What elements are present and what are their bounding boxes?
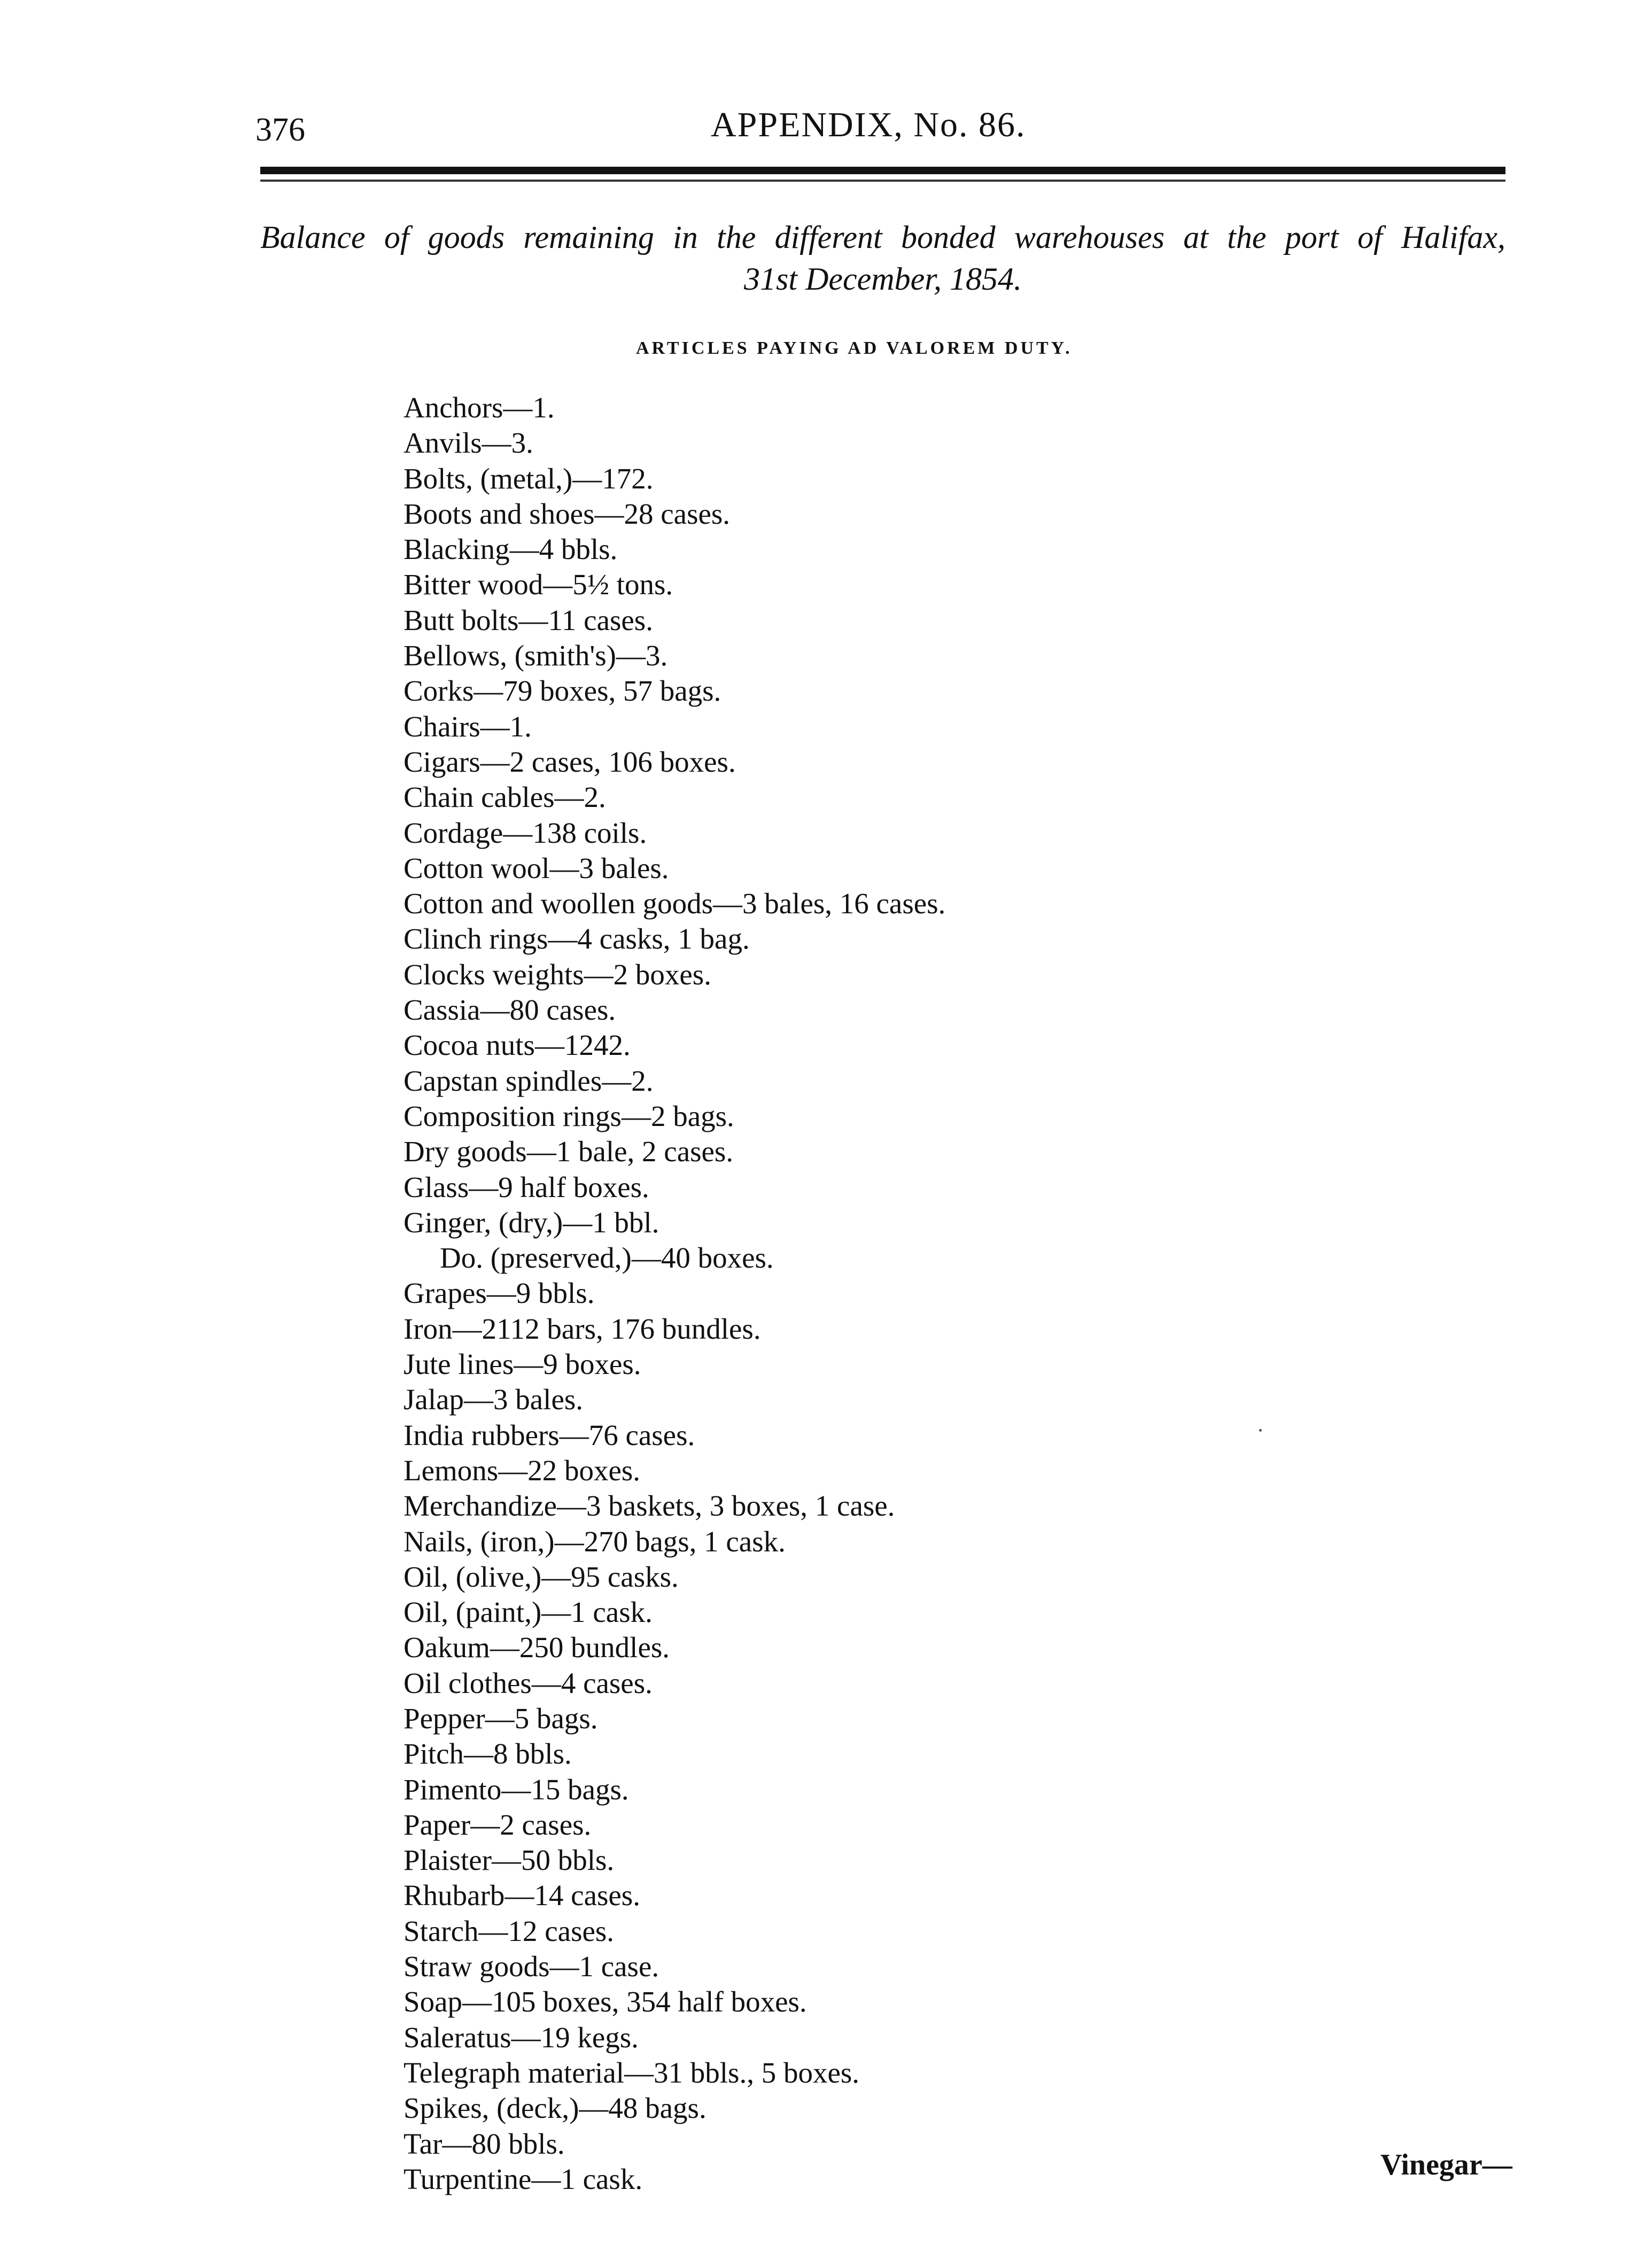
list-item: Butt bolts—11 cases.: [403, 603, 653, 636]
list-item: Cordage—138 coils.: [403, 816, 647, 849]
list-item: Pimento—15 bags.: [403, 1773, 629, 1806]
list-item: Turpentine—1 cask.: [403, 2162, 643, 2195]
list-item: Paper—2 cases.: [403, 1808, 592, 1841]
list-item: Oakum—250 bundles.: [403, 1631, 670, 1664]
list-item: Capstan spindles—2.: [403, 1064, 654, 1097]
list-item: Corks—79 boxes, 57 bags.: [403, 674, 721, 708]
list-item: Anchors—1.: [403, 391, 555, 424]
list-item: Iron—2112 bars, 176 bundles.: [403, 1312, 761, 1345]
list-item: Blacking—4 bbls.: [403, 533, 618, 566]
list-item: Tar—80 bbls.: [403, 2127, 565, 2160]
goods-list: [403, 390, 945, 2197]
list-item: Ginger, (dry,)—1 bbl.: [403, 1206, 659, 1239]
list-item: Bolts, (metal,)—172.: [403, 462, 654, 495]
list-item: Oil clothes—4 cases.: [403, 1666, 653, 1699]
header-rule-thin: [260, 180, 1505, 182]
list-item: Oil, (olive,)—95 casks.: [403, 1560, 679, 1593]
list-item: Pitch—8 bbls.: [403, 1737, 572, 1770]
section-heading: ARTICLES PAYING AD VALOREM DUTY.: [636, 338, 1073, 358]
list-item: Cocoa nuts—1242.: [403, 1029, 631, 1062]
list-item: Merchandize—3 baskets, 3 boxes, 1 case.: [403, 1489, 895, 1523]
running-title: APPENDIX, No. 86.: [711, 105, 1026, 144]
list-item: Clinch rings—4 casks, 1 bag.: [403, 922, 750, 956]
list-item: Bitter wood—5½ tons.: [403, 568, 673, 601]
print-speck: [1259, 1429, 1262, 1432]
list-item: Jute lines—9 boxes.: [403, 1348, 641, 1381]
list-item: Dry goods—1 bale, 2 cases.: [403, 1135, 734, 1168]
list-item: Chairs—1.: [403, 710, 532, 743]
list-item: Straw goods—1 case.: [403, 1950, 659, 1983]
list-item: Plaister—50 bbls.: [403, 1844, 615, 1877]
list-item: Oil, (paint,)—1 cask.: [403, 1596, 653, 1629]
header-rule-thick: [260, 167, 1505, 174]
list-item: Telegraph material—31 bbls., 5 boxes.: [403, 2056, 860, 2089]
page-number: 376: [255, 112, 305, 148]
list-item: Starch—12 cases.: [403, 1914, 615, 1947]
list-item: Saleratus—19 kegs.: [403, 2021, 639, 2054]
list-item: Soap—105 boxes, 354 half boxes.: [403, 1985, 807, 2018]
table-caption: [260, 216, 1505, 300]
catchword: Vinegar—: [1380, 2148, 1512, 2181]
list-item: Bellows, (smith's)—3.: [403, 639, 668, 672]
caption-line-2: 31st December, 1854.: [744, 261, 1022, 297]
list-item: Lemons—22 boxes.: [403, 1454, 641, 1487]
list-item: Composition rings—2 bags.: [403, 1099, 734, 1132]
list-item: India rubbers—76 cases.: [403, 1418, 695, 1451]
list-item: Cotton and woollen goods—3 bales, 16 cases.: [403, 887, 946, 920]
list-item: Cigars—2 cases, 106 boxes.: [403, 745, 736, 778]
list-item: Spikes, (deck,)—48 bags.: [403, 2092, 707, 2125]
list-item: Do. (preserved,)—40 boxes.: [440, 1241, 774, 1275]
list-item: Grapes—9 bbls.: [403, 1277, 595, 1310]
caption-line-1: Balance of goods remaining in the different bonded warehouses at the port of Halifax,: [260, 220, 1505, 255]
list-item: Glass—9 half boxes.: [403, 1170, 649, 1203]
list-item: Nails, (iron,)—270 bags, 1 cask.: [403, 1525, 786, 1558]
list-item: Anvils—3.: [403, 426, 533, 460]
list-item: Jalap—3 bales.: [403, 1383, 584, 1416]
list-item: Pepper—5 bags.: [403, 1702, 598, 1735]
list-item: Cotton wool—3 bales.: [403, 851, 669, 884]
list-item: Chain cables—2.: [403, 781, 606, 814]
list-item: Clocks weights—2 boxes.: [403, 958, 711, 991]
list-item: Cassia—80 cases.: [403, 993, 616, 1027]
list-item: Boots and shoes—28 cases.: [403, 497, 731, 530]
list-item: Rhubarb—14 cases.: [403, 1879, 640, 1912]
